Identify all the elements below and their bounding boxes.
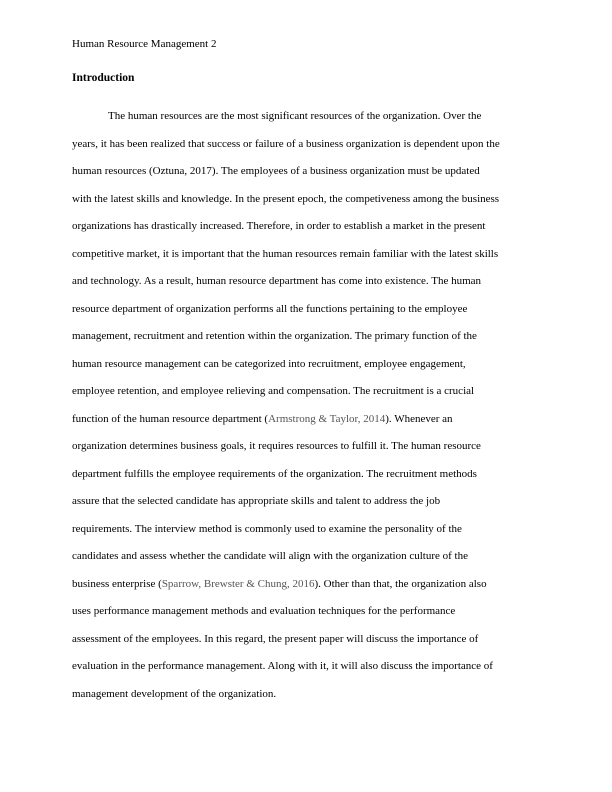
introduction-paragraph	[72, 108, 552, 713]
paragraph-line	[72, 603, 552, 631]
paragraph-line	[72, 631, 552, 659]
line-text: years, it has been realized that success or failure of a business organization is dependent upon the	[72, 137, 500, 150]
line-text: employee retention, and employee relieving and compensation. The recruitment is a crucial	[72, 385, 475, 397]
paragraph-line	[72, 493, 552, 521]
line-text: assure that the selected candidate has appropriate skills and talent to address the job	[72, 495, 441, 507]
line-text: function of the human resource department (	[72, 412, 269, 425]
line-text: resource department of organization performs all the functions pertaining to the employee	[72, 302, 468, 315]
line-text: and technology. As a result, human resource department has come into existence. The human	[72, 275, 482, 287]
paragraph-line	[72, 191, 552, 219]
line-text: organizations has drastically increased. Therefore, in order to establish a market in the present	[72, 220, 486, 232]
paragraph-line	[72, 246, 552, 274]
line-text: assessment of the employees. In this regard, the present paper will discuss the importance of	[72, 632, 479, 645]
line-text: management, recruitment and retention within the organization. The primary function of the	[72, 330, 477, 342]
paragraph-line	[72, 411, 552, 439]
paragraph-line	[72, 301, 552, 329]
line-text: competitive market, it is important that the human resources remain familiar with the latest skills	[72, 247, 499, 260]
line-text: ). Whenever an	[385, 412, 453, 425]
line-text: human resources (Oztuna, 2017). The employees of a business organization must be updated	[72, 165, 480, 177]
line-text: business enterprise (	[72, 577, 162, 590]
line-text: human resource management can be categorized into recruitment, employee engagement,	[72, 357, 466, 370]
paragraph-line	[72, 521, 552, 549]
paragraph-line	[72, 466, 552, 494]
line-text: department fulfills the employee requirements of the organization. The recruitment methods	[72, 467, 477, 480]
paragraph-line	[72, 383, 552, 411]
line-text: evaluation in the performance management. Along with it, it will also discuss the importance of	[72, 660, 493, 672]
line-text: The human resources are the most significant resources of the organization. Over the	[108, 110, 482, 122]
line-text: ). Other than that, the organization also	[314, 577, 487, 590]
paragraph-line	[72, 328, 552, 356]
paragraph-line	[72, 218, 552, 246]
line-text: organization determines business goals, it requires resources to fulfill it. The human resource	[72, 440, 481, 452]
paragraph-line	[72, 438, 552, 466]
line-text: with the latest skills and knowledge. In the present epoch, the competiveness among the business	[72, 192, 500, 205]
paragraph-line	[72, 136, 552, 164]
running-header: Human Resource Management 2	[72, 38, 217, 50]
line-text: requirements. The interview method is commonly used to examine the personality of the	[72, 522, 462, 535]
section-heading: Introduction	[72, 72, 135, 84]
paragraph-line	[72, 686, 552, 714]
paragraph-line	[72, 658, 552, 686]
paragraph-line	[72, 163, 552, 191]
paragraph-line	[72, 108, 552, 136]
citation: Armstrong & Taylor, 2014	[268, 412, 386, 425]
citation: Sparrow, Brewster & Chung, 2016	[161, 577, 315, 590]
paragraph-line	[72, 548, 552, 576]
line-text: candidates and assess whether the candidate will align with the organization culture of the	[72, 550, 468, 562]
line-text: management development of the organization.	[72, 687, 277, 700]
paragraph-line	[72, 356, 552, 384]
paragraph-line	[72, 576, 552, 604]
paragraph-line	[72, 273, 552, 301]
line-text: uses performance management methods and evaluation techniques for the performance	[72, 605, 456, 617]
